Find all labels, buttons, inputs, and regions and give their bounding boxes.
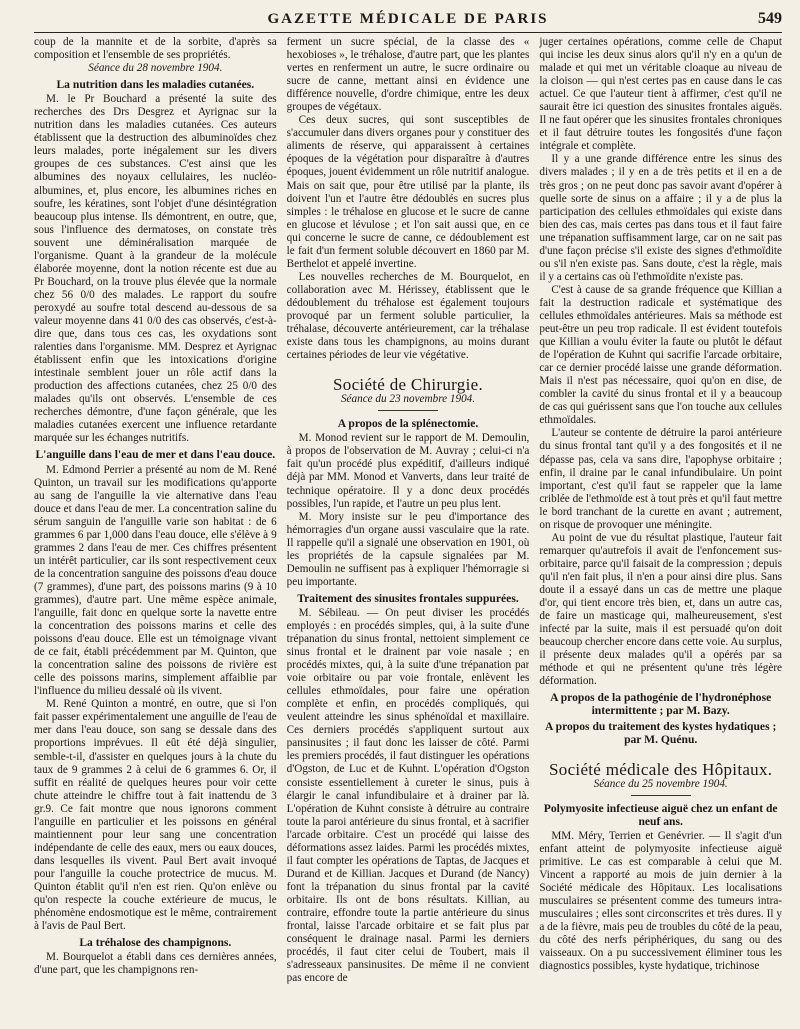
paragraph: MM. Méry, Terrien et Genévrier. — Il s'agit d'un enfant atteint de polymyosite infectieuse aiguë primitive. Le cas est comparable à celui que M. Vincent a rapporté au mois de juin dernier à la Société médicale des Hôpitaux. Les localisations musculaires se présentent comme des tumeurs intra-musculaires ; elles sont circonscrites et très dures. Il y a de la fièvre, mais peu de troubles du côté de la peau, du côté des nerfs périphériques, du sang ou des vaisseaux. On a pu successivement éliminer tous les diagnostics possibles, kyste hydatique, trichinose [539,829,783,973]
paragraph: Les nouvelles recherches de M. Bourquelot, en collaboration avec M. Hérissey, établissent que le dédoublement du tréhalose est également toujours provoqué par un ferment soluble particulier, la tréhalase, découverte antérieurement, car la tréhalase existe dans tous les champignons, au moins durant certaines périodes de leur vie végétative. [286,270,530,362]
column-2 [287,36,530,1025]
section-title: Société de Chirurgie. [333,375,483,395]
text-columns [34,36,782,1025]
page-number: 549 [758,10,782,27]
paragraph: M. le Pr Bouchard a présenté la suite des recherches des Drs Desgrez et Ayrignac sur la nutrition dans les maladies cutanées. Ces auteurs établissent que la destruction des albuminoïdes chez leurs malades, porte inégalement sur les divers groupes de ces substances. C'est ainsi que les albumines des noyaux cellulaires, les nucléo-albumines, et, plus encore, les albumines riches en soufre, les kératines, sont l'objet d'une désintégration beaucoup plus intense. Ils démontrent, en outre, que, sous l'influence des dermatoses, on constate très souvent une déminéralisation marquée de l'organisme. Quant à la grandeur de la molécule élaborée moyenne, dont la notion récente est due au Pr Bouchard, on la trouve plus élevée que la normale chez 56 0/0 des malades. Le rapport du soufre peroxydé au soufre total descend au-dessous de sa valeur moyenne dans 41 0/0 des cas observés, c'est-à-dire que, dans tous ces cas, les oxydations sont ralenties dans l'organisme. MM. Desprez et Ayrignac établissent enfin que les intoxications d'origine intestinale semblent jouer un rôle actif dans la production des affections cutanées, chez 25 0/0 des malades qu'ils ont observés. L'ensemble de ces recherches démontre, d'une façon générale, que les maladies cutanées exercent une influence retardante marquée sur les échanges nutritifs. [34,93,277,445]
paragraph: M. René Quinton a montré, en outre, que si l'on fait passer expérimentalement une anguille de l'eau de mer dans l'eau douce, son sang se dessale dans des proportions imprévues. Il eût été déjà singulier, semble-t-il, d'assister en quelques jours à la chute du taux de 9 grammes 2 à celui de 6 grammes 6. Or, il suffit en réalité de quelques heures pour voir cette chute atteindre le chiffre tout à fait inattendu de 3 gr.9. Ce fait montre que nous ignorons comment l'anguille en particulier et les poissons en général maintiennent pour leur sang une concentration indépendante de celle des eaux, mers ou eaux douces, dans lesquelles ils vivent. Paul Bert avait invoqué pour l'anguille la couche protectrice de mucus. M. Quinton établit qu'il n'en est rien. Qu'on enlève ou qu'on respecte la couche extérieure de mucus, le phénomène endosmotique est le même, contrairement à l'avis de Paul Bert. [34,698,277,933]
paragraph: Ces deux sucres, qui sont susceptibles de s'accumuler dans divers organes pour y constituer des aliments de réserve, qui apparaissent à certaines époques de la végétation pour disparaître à d'autres époques, jouent évidemment un rôle nutritif analogue. Mais on sait que, pour être utilisé par la plante, ils doivent l'un et l'autre être dédoublés en sucres plus simples : le tréhalose en glucose et le sucre de canne en glucose et lévulose ; et l'on sait aussi que, en ce qui concerne le sucre de canne, ce dédoublement est le fait d'un ferment soluble découvert en 1860 par M. Berthelot et appelé invertine. [286,114,530,270]
paragraph: M. Bourquelot a établi dans ces dernières années, d'une part, que les champignons ren- [34,951,277,977]
article-heading: A propos du traitement des kystes hydatiques ; par M. Quénu. [544,720,777,747]
session-date: Séance du 28 novembre 1904. [88,62,223,75]
article-heading: Traitement des sinusites frontales suppurées. [297,591,519,605]
paragraph: ferment un sucre spécial, de la classe des « hexobioses », le tréhalose, d'autre part, que les plantes vertes en renferment un autre, le sucre ordinaire ou sucre de canne, mettant ainsi en évidence une différence nouvelle, d'ordre chimique, entre les deux groupes de végétaux. [286,36,530,114]
column-3 [539,36,782,1025]
article-heading: Polymyosite infectieuse aiguë chez un enfant de neuf ans. [543,801,778,828]
paragraph: Il y a une grande différence entre les sinus des divers malades ; il y en a de très petits et il en a de très gros ; on ne peut donc pas savoir avant d'opérer à quelle sorte de sinus on a affaire ; il y a de plus la participation des cellules ethmoïdales qui existe dans bien des cas, mais certes pas dans tous et il faut faire une trépanation suffisamment large, car on ne sait pas d'une façon précise s'il existe des signes d'ethmoïdite ou s'il n'en existe pas. Sans doute, c'est la règle, mais il y a certains cas où l'ethmoïdite n'existe pas. [539,153,783,283]
paragraph: M. Sébileau. — On peut diviser les procédés employés : en procédés simples, qui, à la suite d'une trépanation du sinus frontal, nettoient simplement ce sinus frontal et le drainent par voie nasale ; en procédés mixtes, qui, à la suite d'une trépanation par voie orbitaire ou par voie frontale, enlèvent les cellules ethmoïdales, pour faire une opération complète et enfin, en procédés compliqués, qui veulent atteindre les sinus sphénoïdal et maxillaire. Ces derniers procédés s'appliquent surtout aux pansinusites ; il faut donc les laisser de côté. Parmi les premiers procédés, il faut distinguer les opérations d'Ogston, de Luc et de Kuhnt. L'opération d'Ogston consiste essentiellement à cureter le sinus, puis à élargir le canal infundibulaire et à drainer par là. L'opération de Kuhnt consiste à détruire au contraire toute la paroi antérieure du sinus frontal, et à sacrifier l'arcade orbitaire. C'est un procédé qui laisse des déformations assez laides. Parmi les procédés mixtes, il faut compter les opérations de Taptas, de Jacques et Durand et de Killian. Jacques et Durand (de Nancy) font la trépanation du sinus frontal par la cavité orbitaire. Ils ont de bons résultats. Killian, au contraire, effondre toute la partie antérieure du sinus frontal, laisse l'arcade orbitaire et se fait plus par conséquent le drainage nasal. Parmi les derniers procédés, il faut citer celui de Toubert, mais il s'adresseaux pansinusites. De même il ne convient pas encore de [286,606,530,985]
page-header [34,10,782,33]
journal-title: GAZETTE MÉDICALE DE PARIS [267,11,549,27]
divider [378,410,438,411]
session-date: Séance du 25 novembre 1904. [593,777,728,790]
paragraph: Au point de vue du résultat plastique, l'auteur fait remarquer qu'autrefois il avait de l'enfoncement sus-orbitaire, parce qu'il faisait de la compression ; depuis qu'il n'en fait plus, il n'en a pour ainsi dire plus. Sans doute il a essayé dans un cas de mettre une plaque d'or, qui tient encore très bien, et, dans un autre cas, de faire un masticage qui, malheureusement, s'est infecté par la suite, mais il est persuadé qu'on doit beaucoup chercher encore dans cette voie. Au surplus, il présente deux malades qu'il a opérés par sa méthode et qui ne présentent qu'une très légère déformation. [539,531,783,688]
paragraph: M. Monod revient sur le rapport de M. Demoulin, à propos de l'observation de M. Auvray ; celui-ci n'a fait qu'un procédé plus expéditif, d'ailleurs indiqué déjà par MM. Monod et Vanverts, dans leur traité de technique opératoire. Il y a donc deux procédés possibles, l'un rapide, et l'autre un peu plus lent. [286,432,530,510]
paragraph: M. Edmond Perrier a présenté au nom de M. René Quinton, un travail sur les modifications qu'apporte au sang de l'anguille la vie alternative dans l'eau douce et dans l'eau de mer. La concentration saline du sérum sanguin de l'anguille varie son habitat : de 6 grammes 6 par 1,000 dans l'eau douce, elle s'élève à 9 grammes 2 dans l'eau de mer. Ces chiffres présentent un intérêt particulier, car ils sont respectivement ceux de la concentration sanguine des poissons d'eau douce (7 grammes), d'une part, des poissons marins (9 à 10 grammes), d'autre part. Une même espèce animale, l'anguille, fait donc en quelque sorte la navette entre la concentration des poissons marins et celle des poissons d'eau douce. Elle est un témoignage vivant de ce fait, établi précédemment par M. Quinton, que la concentration saline des poissons de rivière est celle des poissons marins, simplement affaiblie par l'influence du milieu dessalé où ils vivent. [34,463,277,698]
session-date: Séance du 23 novembre 1904. [340,393,476,406]
paragraph: juger certaines opérations, comme celle de Chaput qui incise les deux sinus alors qu'il n'y en a qu'un de malade et qui met un véritable cloaque au niveau de la cloison — qui n'est certes pas en cause dans le cas actuel. Ce que l'auteur tient à affirmer, c'est qu'il ne saurait être ici question des sinusites frontales aiguës. Il ne faut opérer que les sinusites frontales chroniques et il faut détruire toutes les fongosités d'une façon intégrale et complète. [539,36,783,153]
paragraph: coup de la mannite et de la sorbite, d'après sa composition et l'ensemble de ses propriétés. [34,36,277,62]
article-heading: A propos de la splénectomie. [337,417,479,431]
column-1 [34,36,277,1025]
paragraph: C'est à cause de sa grande fréquence que Killian a fait la destruction radicale et systématique des cellules ethmoïdales antérieures. Mais sa méthode est peut-être un peu trop radicale. Il est évident toutefois que Killian a voulu éviter la faute ou plutôt le défaut de l'opération de Kuhnt qui sacrifie l'arcade orbitaire, car ce dernier procédé laisse une grande déformation. Mais il n'est pas nécessaire, quoi qu'on en dise, de combler la cavité du sinus frontal et il y a beaucoup de cas qui guérissent sans que l'on touche aux cellules ethmoïdales. [539,283,783,427]
article-heading: La nutrition dans les maladies cutanées. [56,78,255,92]
divider [631,795,691,796]
article-heading: La tréhalose des champignons. [79,936,232,950]
paragraph: M. Mory insiste sur le peu d'importance des hémorragies d'un organe aussi vasculaire que la rate. Il rappelle qu'il a signalé une observation en 1901, où les propriétés de la capsule signalées par M. Demoulin ne suffisent pas à expliquer l'hémorragie si peu importante. [286,510,530,588]
article-heading: L'anguille dans l'eau de mer et dans l'eau douce. [35,448,276,462]
paragraph: L'auteur se contente de détruire la paroi antérieure du sinus frontal tant qu'il y a des fongosités et il ne dépasse pas, cela va sans dire, l'apophyse orbitaire ; enfin, il draine par le canal infundibulaire. Un point important, c'est qu'il faut se rappeler que la lame criblée de l'ethmoïde est à tout près et qu'il faut mettre le bord tranchant de la curette en avant ; autrement, on risque de provoquer une méningite. [539,427,783,531]
article-heading: A propos de la pathogénie de l'hydronéphose intermittente ; par M. Bazy. [550,691,772,718]
section-title: Société médicale des Hôpitaux. [549,759,773,779]
